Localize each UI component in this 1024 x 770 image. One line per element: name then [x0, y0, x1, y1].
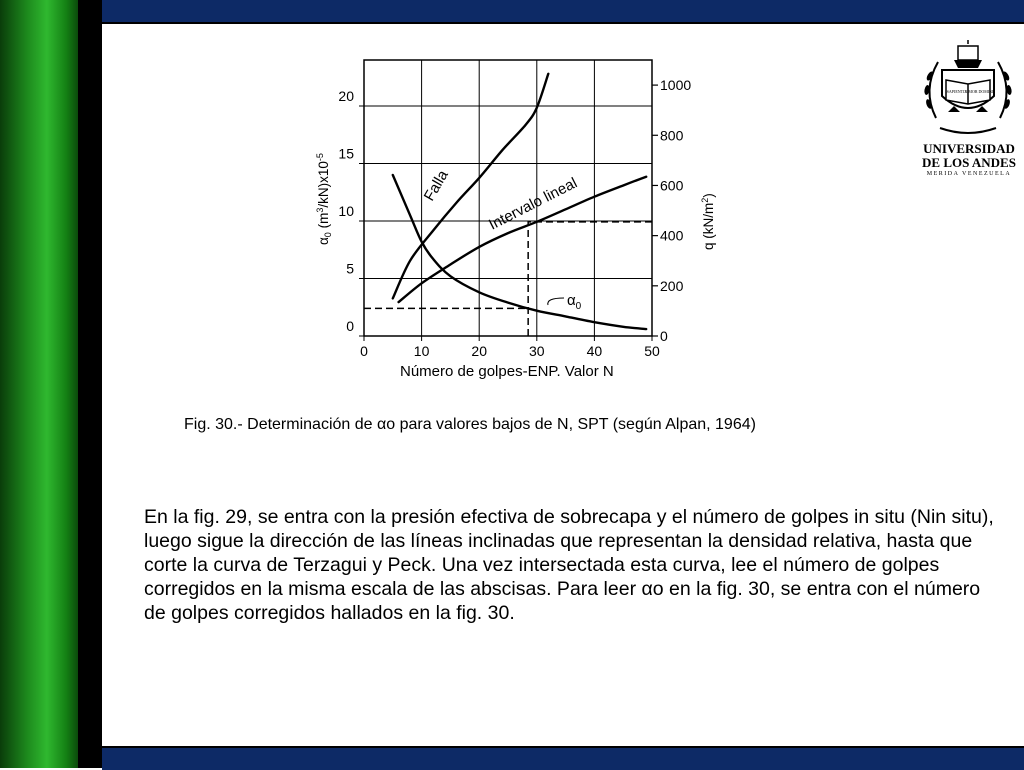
x-tick-label-0: 0 — [360, 343, 368, 359]
university-name-line2: DE LOS ANDES — [922, 155, 1016, 170]
label-intervalo-lineal: Intervalo lineal — [486, 174, 581, 234]
y-right-tick-label-600: 600 — [660, 177, 684, 194]
y-left-tick-label-10: 10 — [338, 203, 354, 219]
x-axis-label: Número de golpes-ENP. Valor N — [400, 363, 614, 380]
university-name-line1: UNIVERSIDAD — [923, 141, 1015, 156]
y-right-tick-label-400: 400 — [660, 227, 684, 244]
alpha0-label-leader — [548, 298, 564, 305]
bottom-bar — [102, 746, 1024, 770]
y-right-tick-label-0: 0 — [660, 328, 668, 344]
y-left-tick-label-0: 0 — [346, 318, 354, 334]
svg-text:SAPIENTIA: SAPIENTIA — [946, 89, 968, 94]
x-tick-label-20: 20 — [471, 343, 487, 359]
y-right-tick-label-200: 200 — [660, 277, 684, 294]
y-left-tick-label-20: 20 — [338, 88, 354, 104]
body-paragraph: En la fig. 29, se entra con la presión efectiva de sobrecapa y el número de golpes in situ (Nin situ), luego sigue la dirección de las líneas inclinadas que representan la densidad relativa, hasta que corte la curva de Terzagui y Peck. Una vez intersectada esta curva, lee el número de golpes corregidos en la misma escala de las abscisas. Para leer αo en la fig. 30, se entra con el número de golpes corregidos hallados en la fig. 30. — [144, 506, 994, 624]
y-right-tick-label-1000: 1000 — [660, 77, 692, 94]
university-subtitle: MERIDA VENEZUELA — [926, 171, 1012, 177]
y-right-axis-label: q $(kN/m^2)$ — [700, 193, 716, 250]
x-tick-label-10: 10 — [413, 343, 430, 359]
x-tick-label-30: 30 — [529, 343, 545, 359]
label-alpha0: $\alpha_0$ — [567, 292, 582, 312]
label-falla: Falla — [420, 167, 452, 204]
alpha-symbol: α — [376, 416, 387, 433]
figure-caption: Fig. 30.- Determinación de αo para valores bajos de N, SPT (según Alpan, 1964) — [184, 416, 756, 433]
y-right-tick-label-800: 800 — [660, 127, 684, 144]
alpha-symbol: α — [641, 578, 653, 600]
y-left-tick-label-15: 15 — [338, 145, 354, 162]
left-green-band — [0, 0, 78, 768]
curve-falla — [393, 74, 549, 299]
x-tick-label-40: 40 — [586, 343, 603, 359]
alpha0-chart — [300, 40, 730, 385]
top-bar — [102, 0, 1024, 24]
left-black-band — [78, 0, 102, 768]
university-seal-icon — [918, 40, 1018, 140]
y-left-axis-label: $\alpha_0$ $(m^3/kN)x10^{-5}$ — [315, 153, 333, 245]
svg-text:TIMOR DOMINI: TIMOR DOMINI — [964, 89, 994, 94]
y-left-tick-label-5: 5 — [346, 260, 354, 277]
x-tick-label-50: 50 — [644, 343, 660, 359]
